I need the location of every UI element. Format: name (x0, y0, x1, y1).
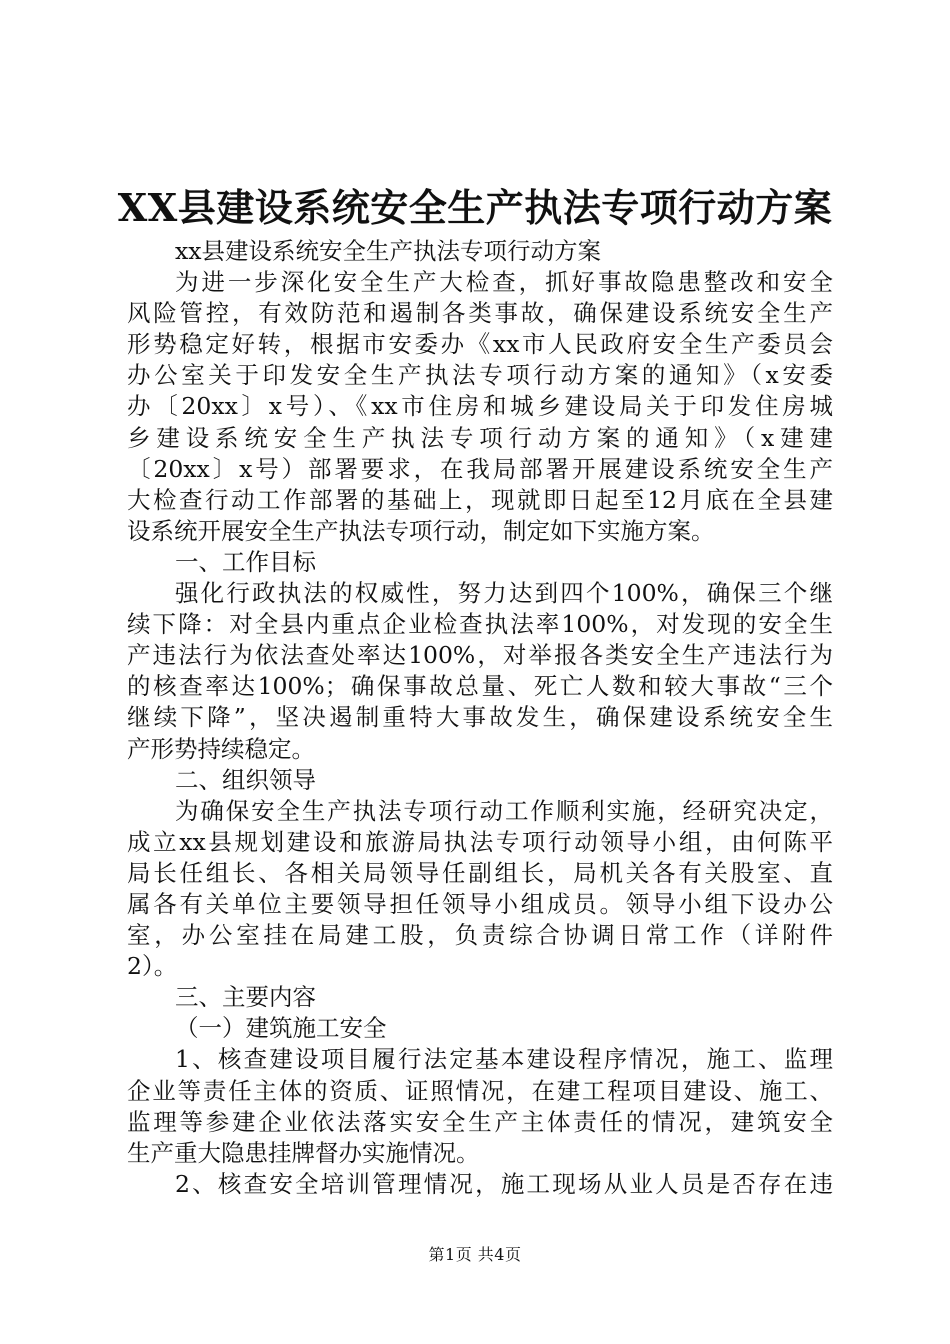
paragraph-line: 企业等责任主体的资质、证照情况，在建工程项目建设、施工、 (127, 1076, 833, 1105)
paragraph-line: 形势稳定好转，根据市安委办《xx市人民政府安全生产委员会 (127, 330, 833, 359)
paragraph-line: 设系统开展安全生产执法专项行动，制定如下实施方案。 (127, 516, 715, 545)
section-heading: 一、工作目标 (175, 547, 316, 576)
paragraph-line: 属各有关单位主要领导担任领导小组成员。领导小组下设办公 (127, 889, 833, 918)
paragraph-line: 办公室关于印发安全生产执法专项行动方案的通知》（x安委 (127, 361, 833, 390)
paragraph-line: 为确保安全生产执法专项行动工作顺利实施，经研究决定， (175, 796, 833, 825)
paragraph-line: 室，办公室挂在局建工股，负责综合协调日常工作（详附件 (127, 921, 833, 950)
paragraph-line: 强化行政执法的权威性，努力达到四个100%，确保三个继 (175, 579, 833, 608)
paragraph-line: 监理等参建企业依法落实安全生产主体责任的情况，建筑安全 (127, 1107, 833, 1136)
section-heading: （一）建筑施工安全 (175, 1014, 387, 1043)
paragraph-line: 2、核查安全培训管理情况，施工现场从业人员是否存在违 (175, 1169, 833, 1198)
paragraph-line: 产违法行为依法查处率达100%，对举报各类安全生产违法行为 (127, 641, 833, 670)
paragraph-line: 乡建设系统安全生产执法专项行动方案的通知》（x建建 (127, 423, 833, 452)
paragraph-line: 继续下降”，坚决遏制重特大事故发生，确保建设系统安全生 (127, 703, 833, 732)
paragraph-line: 局长任组长、各相关局领导任副组长，局机关各有关股室、直 (127, 858, 833, 887)
paragraph-line: 续下降：对全县内重点企业检查执法率100%，对发现的安全生 (127, 610, 833, 639)
paragraph-line: 为进一步深化安全生产大检查，抓好事故隐患整改和安全 (175, 268, 833, 297)
paragraph-line: 的核查率达100%；确保事故总量、死亡人数和较大事故“三个 (127, 672, 833, 701)
page-number: 第1页 共4页 (428, 1245, 522, 1264)
paragraph-line: 风险管控，有效防范和遏制各类事故，确保建设系统安全生产 (127, 299, 833, 328)
paragraph-line: 成立xx县规划建设和旅游局执法专项行动领导小组，由何陈平 (127, 827, 833, 856)
document-title: XX县建设系统安全生产执法专项行动方案 (117, 185, 833, 230)
paragraph-line: 1、核查建设项目履行法定基本建设程序情况，施工、监理 (175, 1045, 833, 1074)
paragraph-line: 2）。 (127, 952, 178, 981)
section-heading: 二、组织领导 (175, 765, 316, 794)
paragraph-line: 办〔20xx〕x号）、《xx市住房和城乡建设局关于印发住房城 (127, 392, 833, 421)
section-heading: 三、主要内容 (175, 983, 316, 1012)
paragraph-line: 〔20xx〕x号）部署要求，在我局部署开展建设系统安全生产 (127, 454, 833, 483)
paragraph-line: 生产重大隐患挂牌督办实施情况。 (127, 1138, 480, 1167)
document-body (127, 236, 833, 1200)
paragraph-line: 大检查行动工作部署的基础上，现就即日起至12月底在全县建 (127, 485, 833, 514)
paragraph-line: 产形势持续稳定。 (127, 734, 315, 763)
paragraph-line: xx县建设系统安全生产执法专项行动方案 (175, 237, 602, 265)
